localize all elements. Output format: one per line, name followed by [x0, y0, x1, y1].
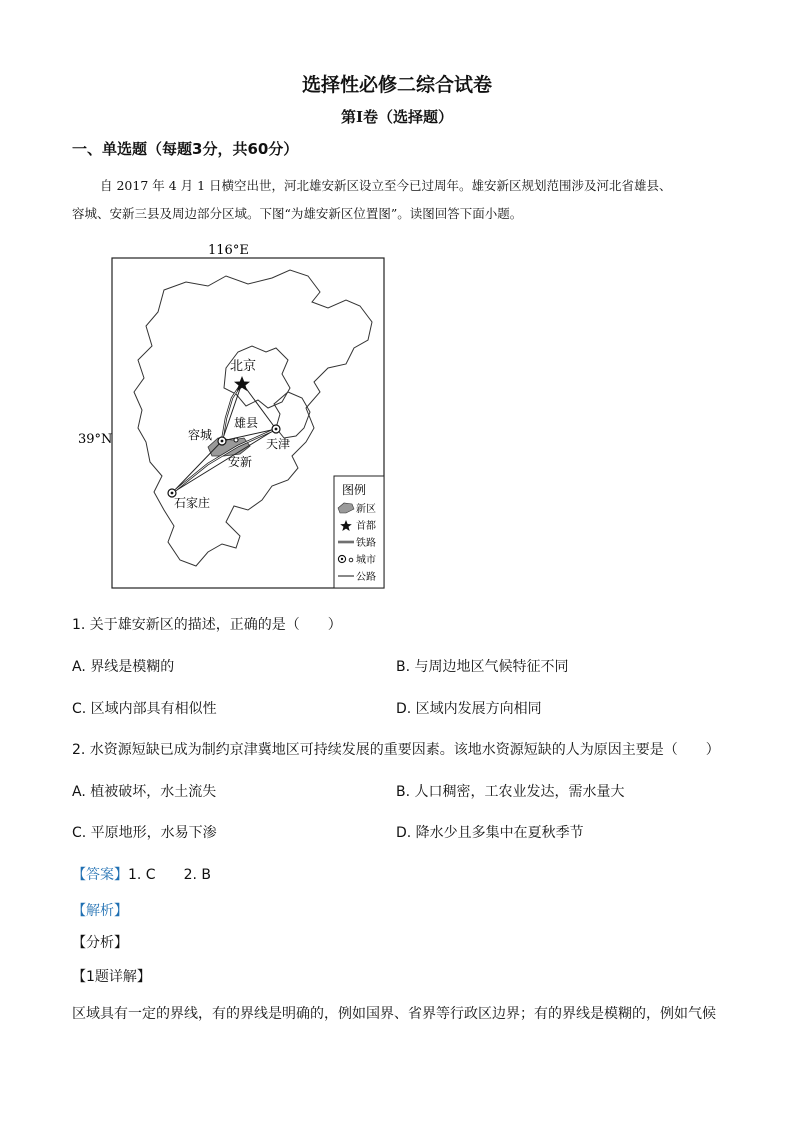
section-heading: 一、单选题（每题3分，共60分）	[72, 140, 299, 158]
intro-line-1: 自 2017 年 4 月 1 日横空出世，河北雄安新区设立至今已过周年。雄安新区规划范围涉及河北省雄县、	[100, 178, 672, 193]
question-2-option-c: C. 平原地形，水易下渗	[72, 825, 217, 841]
latitude-label: 39°N	[78, 432, 113, 447]
legend-capital: 首都	[356, 521, 376, 532]
label-anxin: 安新	[228, 455, 253, 469]
location-map	[76, 242, 396, 594]
answer-text: 1. C 2. B	[128, 867, 211, 883]
question-2-option-b: B. 人口稠密，工农业发达，需水量大	[396, 784, 625, 800]
question-2-option-a: A. 植被破坏，水土流失	[72, 784, 217, 800]
question-2-option-d: D. 降水少且多集中在夏秋季节	[396, 825, 584, 841]
answer-line	[72, 864, 211, 884]
page-subtitle: 第Ⅰ卷（选择题）	[340, 108, 454, 126]
legend-railway: 铁路	[356, 538, 376, 549]
question-1-option-d: D. 区域内发展方向相同	[396, 701, 542, 717]
question-1-stem: 1. 关于雄安新区的描述，正确的是（ ）	[72, 617, 342, 633]
question-1-option-b: B. 与周边地区气候特征不同	[396, 659, 569, 675]
label-xiongxian: 雄县	[234, 416, 259, 430]
label-rongcheng: 容城	[188, 428, 213, 442]
longitude-label: 116°E	[208, 243, 249, 258]
question-1-option-c: C. 区域内部具有相似性	[72, 701, 217, 717]
label-beijing: 北京	[230, 359, 257, 374]
analysis-label: 【解析】	[72, 903, 128, 919]
page-title: 选择性必修二综合试卷	[301, 74, 492, 96]
fenxi-label: 【分析】	[72, 935, 128, 951]
detail-1-text: 区域具有一定的界线，有的界线是明确的，例如国界、省界等行政区边界；有的界线是模糊的，例如气候	[72, 1006, 716, 1022]
label-tianjin: 天津	[266, 437, 291, 451]
legend-highway: 公路	[356, 572, 376, 583]
legend-city: 城市	[356, 555, 376, 566]
intro-paragraph	[72, 172, 728, 228]
map-legend	[334, 476, 384, 588]
intro-line-2: 容城、安新三县及周边部分区域。下图“为雄安新区位置图”。读图回答下面小题。	[72, 206, 523, 221]
detail-1-label: 【1题详解】	[72, 969, 151, 985]
question-2-stem: 2. 水资源短缺已成为制约京津冀地区可持续发展的重要因素。该地水资源短缺的人为原因主要是（ ）	[72, 742, 720, 758]
label-shijiazhuang: 石家庄	[174, 496, 211, 510]
answer-label: 【答案】	[72, 867, 128, 883]
map-svg	[76, 242, 396, 594]
xiongxian-town-icon	[234, 438, 238, 442]
legend-title: 图例	[342, 483, 367, 497]
legend-new-area: 新区	[356, 504, 376, 515]
question-1-option-a: A. 界线是模糊的	[72, 659, 175, 675]
